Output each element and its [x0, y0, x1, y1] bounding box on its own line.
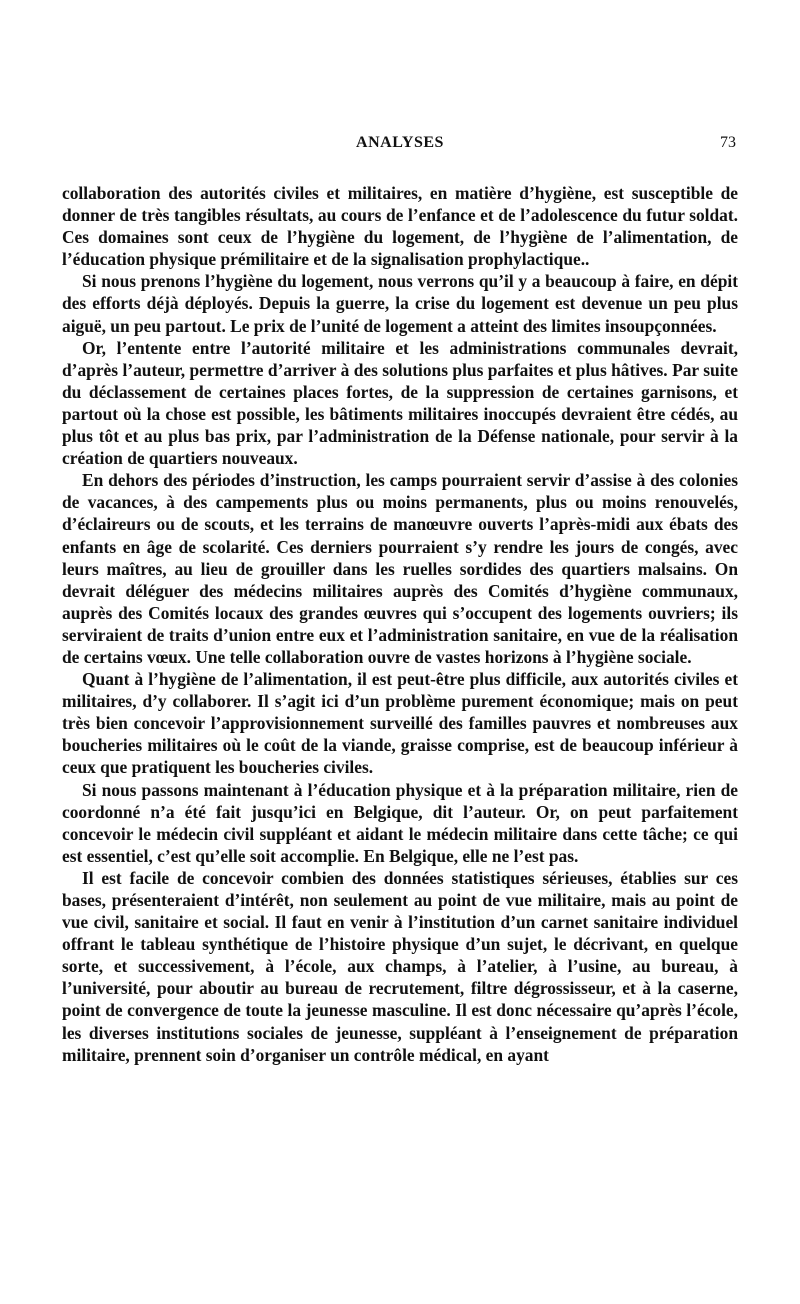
running-title: ANALYSES — [356, 134, 444, 151]
paragraph-7: Il est facile de concevoir combien des données statistiques sérieuses, établies sur ces bases, présenteraient d’intérêt, non seulement au point de vue militaire, mais au point de vue civil, sanitaire et social. Il faut en venir à l’institution d’un carnet sanitaire individuel offrant le tableau synthétique de l’histoire physique d’un sujet, le décrivant, en quelque sorte, et successivement, à l’école, aux champs, à l’atelier, à l’usine, au bureau, à l’université, pour aboutir au bureau de recrutement, filtre dégrossisseur, et à la caserne, point de convergence de toute la jeunesse masculine. Il est donc nécessaire qu’après l’école, les diverses institutions sociales de jeunesse, suppléant à l’enseignement de préparation militaire, prennent soin d’organiser un contrôle médical, en ayant — [62, 867, 738, 1065]
paragraph-6: Si nous passons maintenant à l’éducation physique et à la préparation militaire, rien de coordonné n’a été fait jusqu’ici en Belgique, dit l’auteur. Or, on peut parfaitement concevoir le médecin civil suppléant et aidant le médecin militaire dans cette tâche; ce qui est essentiel, c’est qu’elle soit accomplie. En Belgique, elle ne l’est pas. — [62, 779, 738, 866]
paragraph-2: Si nous prenons l’hygiène du logement, nous verrons qu’il y a beaucoup à faire, en dépit des efforts déjà déployés. Depuis la guerre, la crise du logement est devenue un peu plus aiguë, un peu partout. Le prix de l’unité de logement a atteint des limites insoupçonnées. — [62, 271, 738, 336]
body-text — [62, 182, 738, 1066]
paragraph-4: En dehors des périodes d’instruction, les camps pourraient servir d’assise à des colonies de vacances, à des campements plus ou moins permanents, plus ou moins renouvelés, d’éclaireurs ou de scouts, et les terrains de manœuvre ouverts l’après-midi aux ébats des enfants en âge de scolarité. Ces derniers pourraient s’y rendre les jours de congés, avec leurs maîtres, au lieu de grouiller dans les ruelles sordides des quartiers malsains. On devrait déléguer des médecins militaires auprès des Comités d’hygiène communaux, auprès des Comités locaux des grandes œuvres qui s’occupent des logements ouvriers; ils serviraient de traits d’union entre eux et l’administration sanitaire, en vue de la réalisation de certains vœux. Une telle collaboration ouvre de vastes horizons à l’hygiène sociale. — [62, 470, 738, 667]
document-page — [62, 0, 738, 1304]
paragraph-3: Or, l’entente entre l’autorité militaire et les administrations communales devrait, d’après l’auteur, permettre d’arriver à des solutions plus parfaites et plus hâtives. Par suite du déclassement de certaines places fortes, de la suppression de certaines garnisons, et partout où la chose est possible, les bâtiments militaires inoccupés devraient être cédés, au plus tôt et au plus bas prix, par l’administration de la Défense nationale, pour servir à la création de quartiers nouveaux. — [62, 337, 738, 469]
paragraph-5: Quant à l’hygiène de l’alimentation, il est peut-être plus difficile, aux autorités civiles et militaires, d’y collaborer. Il s’agit ici d’un problème purement économique; mais on peut très bien concevoir l’approvisionnement surveillé des familles pauvres et nombreuses aux boucheries militaires où le coût de la viande, graisse comprise, est de beaucoup inférieur à ceux que pratiquent les boucheries civiles. — [62, 669, 738, 778]
paragraph-1: collaboration des autorités civiles et militaires, en matière d’hygiène, est susceptible de donner de très tangibles résultats, au cours de l’enfance et de l’adolescence du futur soldat. Ces domaines sont ceux de l’hygiène du logement, de l’hygiène de l’alimentation, de l’éducation physique prémilitaire et de la signalisation prophylactique.. — [62, 183, 738, 270]
page-number: 73 — [720, 134, 736, 151]
page-header — [62, 134, 738, 160]
